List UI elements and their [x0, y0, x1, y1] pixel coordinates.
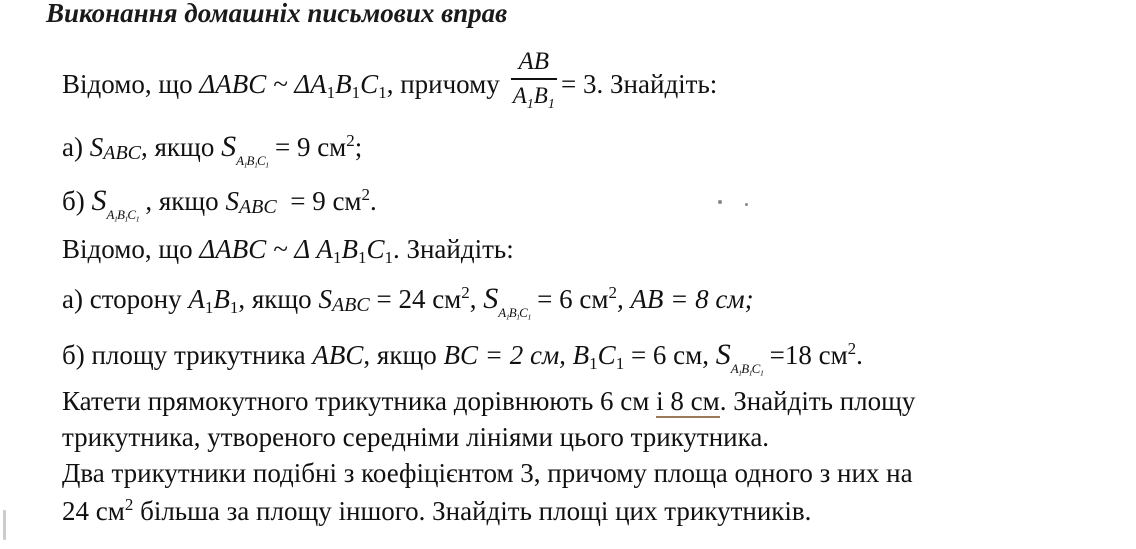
squared-sup: 2 — [124, 495, 134, 514]
den-idx-b: 1 — [547, 97, 555, 112]
area-subscript: ABC — [331, 294, 370, 316]
line-end: ; — [354, 132, 363, 162]
task1-intro: Відомо, що — [62, 69, 193, 100]
scan-edge-mark — [3, 510, 6, 540]
task1-idx-1: 1 — [326, 83, 336, 103]
squared-sup: 2 — [461, 283, 470, 302]
side-b1c1-value: = 6 см, — [630, 340, 709, 370]
task2-find: . Знайдіть: — [392, 234, 514, 264]
task1-statement — [62, 48, 718, 122]
task1a-line — [62, 130, 363, 168]
task2-intro: Відомо, що — [62, 234, 193, 264]
area-symbol-2: S — [221, 130, 237, 163]
den-idx-a: 1 — [526, 97, 534, 112]
task4-line-1: Два трикутники подібні з коефіцієнтом 3, причому площа одного з них на — [62, 458, 913, 488]
area-symbol-2: S — [225, 186, 239, 216]
area-value: =18 см — [769, 340, 848, 370]
item-label: а) сторону — [62, 284, 182, 314]
area-value-1: = 24 см — [376, 284, 462, 314]
task1-equals: = 3 — [561, 69, 597, 100]
side-idx-c1: 1 — [615, 354, 625, 373]
task1-idx-3: 1 — [378, 83, 387, 103]
area-value: = 9 см — [274, 132, 347, 162]
task3-line-2: трикутника, утвореного середніми лініями цього трикутника. — [62, 422, 770, 452]
area-subscript: A₁B₁C₁ — [106, 207, 139, 222]
side-idx-a: 1 — [204, 298, 214, 317]
if-word: , якщо — [145, 186, 219, 216]
task1-ratio-fraction — [511, 46, 558, 116]
scan-speck — [718, 200, 722, 204]
task4-line-2 — [62, 496, 811, 527]
area-subscript-2: A₁B₁C₁ — [236, 153, 269, 168]
task3-text-a: Катети прямокутного трикутника дорівнюють 6 см — [62, 386, 650, 416]
side-idx-b: 1 — [229, 298, 239, 317]
task1b-line — [62, 184, 377, 222]
task2b-line — [62, 338, 863, 376]
task4-area: 24 см — [62, 496, 125, 526]
task2-similarity-c: C — [366, 234, 385, 264]
line-end: . — [370, 186, 377, 216]
area-subscript-2: ABC — [238, 196, 277, 218]
item-label: б) — [62, 186, 85, 216]
side-b1: B — [572, 340, 590, 370]
triangle-name: ABC — [312, 340, 364, 370]
fraction-denominator — [511, 80, 558, 116]
squared-sup-2: 2 — [608, 283, 617, 302]
task2-idx-1: 1 — [332, 248, 342, 267]
task2a-line — [62, 282, 754, 320]
side-b: B — [213, 284, 230, 314]
side-a: A — [188, 284, 205, 314]
scan-speck — [745, 203, 748, 206]
item-label: а) — [62, 132, 83, 162]
fraction-numerator: AB — [511, 46, 558, 80]
task1-similarity-a: ΔABC ~ ΔA — [199, 69, 327, 100]
task3-text-c: . Знайдіть площу — [719, 386, 916, 416]
area-symbol: S — [715, 338, 731, 371]
if-word: , якщо — [238, 284, 312, 314]
area-symbol: S — [89, 132, 104, 162]
task1-idx-2: 1 — [351, 83, 361, 103]
area-value-2: = 6 см — [537, 284, 609, 314]
area-subscript: ABC — [103, 142, 142, 164]
task3-underlined: і 8 см — [656, 386, 720, 416]
task2-idx-2: 1 — [357, 248, 367, 267]
area-symbol: S — [91, 184, 107, 217]
task2-similarity-b: B — [341, 234, 358, 264]
area-symbol: S — [318, 284, 332, 314]
task1-similarity-c: C — [360, 69, 379, 100]
area-symbol-2: S — [483, 282, 499, 315]
section-heading: Виконання домашніх письмових вправ — [46, 0, 508, 28]
task1-find: . Знайдіть: — [596, 69, 718, 100]
task1-similarity-b: B — [335, 69, 352, 100]
item-label: б) площу трикутника — [62, 340, 306, 370]
if-word: , якщо — [141, 132, 215, 162]
side-ab-value: , AB = 8 см; — [616, 284, 754, 314]
squared-sup: 2 — [361, 185, 371, 204]
side-c1: C — [597, 340, 616, 370]
task3-line-1 — [62, 386, 915, 417]
task2-idx-3: 1 — [384, 248, 393, 267]
den-b: B — [533, 83, 548, 108]
squared-sup: 2 — [847, 339, 857, 358]
den-a: A — [512, 83, 527, 108]
task4-text: більша за площу іншого. Знайдіть площі цих трикутників. — [140, 496, 812, 526]
side-bc: BC = 2 см, — [443, 340, 566, 370]
side-idx-b1: 1 — [589, 354, 598, 373]
task2-statement — [62, 234, 514, 265]
task1-given: , причому — [386, 69, 500, 100]
if-word: , якщо — [363, 340, 437, 370]
line-end: . — [856, 340, 863, 370]
squared-sup: 2 — [346, 131, 355, 150]
area-subscript: A₁B₁C₁ — [730, 361, 763, 376]
area-subscript-2: A₁B₁C₁ — [498, 305, 531, 320]
area-value: = 9 см — [290, 186, 362, 216]
task2-similarity-a: ΔABC ~ Δ A — [199, 234, 333, 264]
comma: , — [469, 284, 477, 314]
